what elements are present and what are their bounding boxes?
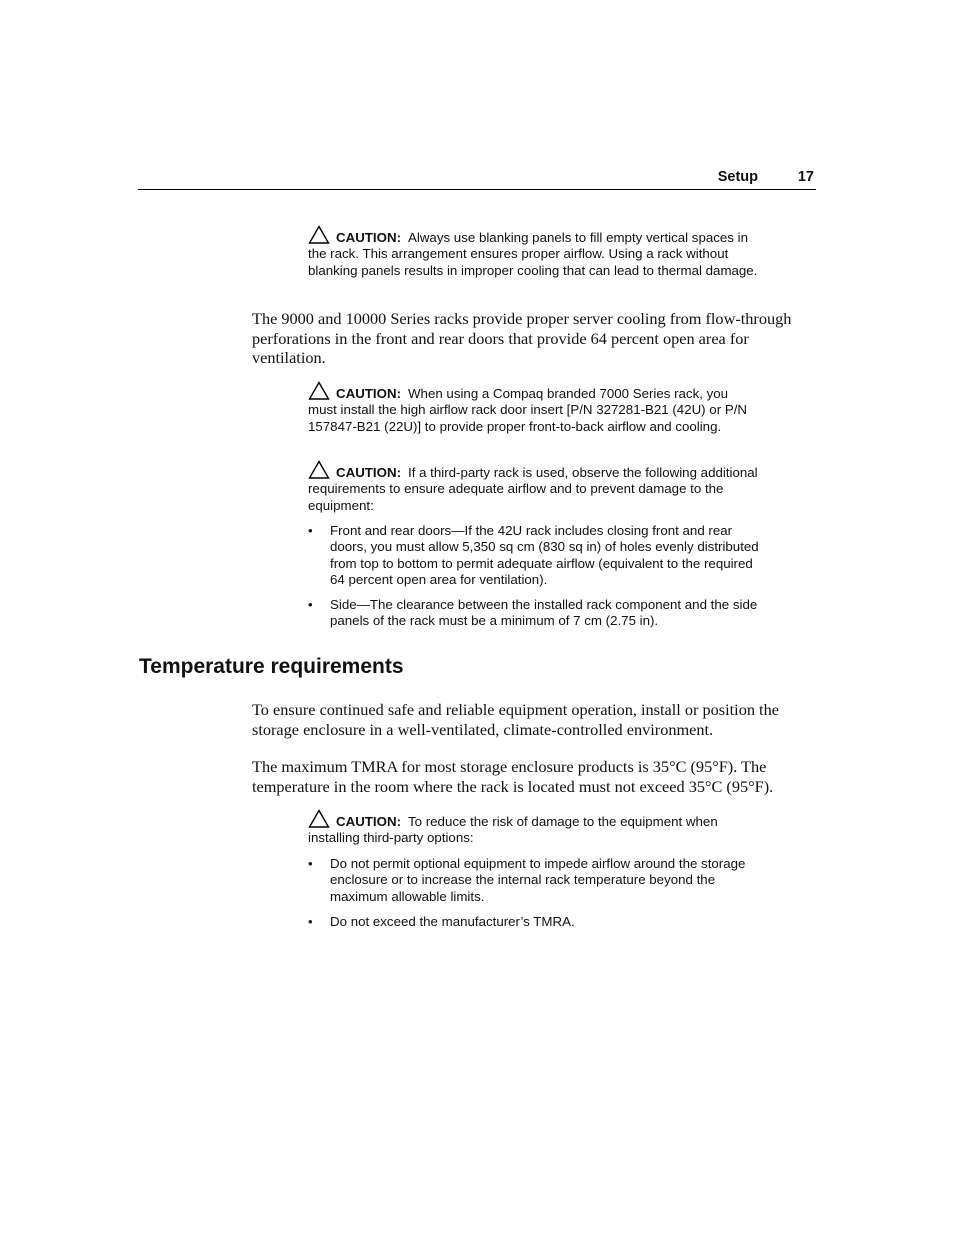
caution-note-third-party-rack xyxy=(308,460,760,514)
caution-note-compaq-rack xyxy=(308,381,760,435)
caution-label: CAUTION: xyxy=(336,386,401,401)
body-paragraph-racks: The 9000 and 10000 Series racks provide proper server cooling from flow-through perforations in the front and rear doors that provide 64 percent open area for ventilation. xyxy=(252,309,792,367)
page-number: 17 xyxy=(797,169,814,185)
header-section-title: Setup xyxy=(717,169,758,185)
caution-label: CAUTION: xyxy=(336,465,401,480)
caution-triangle-icon xyxy=(308,809,330,828)
section-heading: Temperature requirements xyxy=(139,655,404,678)
caution-triangle-icon xyxy=(308,225,330,244)
caution-note-third-party-options xyxy=(308,809,760,847)
caution-triangle-icon xyxy=(308,381,330,400)
body-paragraph-tmra: The maximum TMRA for most storage enclosure products is 35°C (95°F). The temperature in the room where the rack is located must not exceed 35°C (95°F). xyxy=(252,757,774,796)
caution-label: CAUTION: xyxy=(336,230,401,245)
list-item: • Do not permit optional equipment to impede airflow around the storage enclosure or to increase the internal rack temperature beyond the maximum allowable limits. xyxy=(308,856,760,905)
caution-text: When using a Compaq branded 7000 Series rack, you must install the high airflow rack door insert [P/N 327281-B21 (42U) or P/N 157847-B21 (22U)] to provide proper front-to-back airflow and cooling. xyxy=(308,386,747,434)
list-item: • Front and rear doors—If the 42U rack includes closing front and rear doors, you must allow 5,350 sq cm (830 sq in) of holes evenly distributed from top to bottom to permit adequate airflow (equivalent to the required 64 percent open area for ventilation). xyxy=(308,523,760,588)
caution-label: CAUTION: xyxy=(336,814,401,829)
caution-note-blanking-panels xyxy=(308,225,760,279)
body-paragraph-environment: To ensure continued safe and reliable equipment operation, install or position the storage enclosure in a well-ventilated, climate-controlled environment. xyxy=(252,700,779,739)
caution-text: If a third-party rack is used, observe the following additional requirements to ensure adequate airflow and to prevent damage to the equipment: xyxy=(308,465,758,513)
list-item: • Do not exceed the manufacturer’s TMRA. xyxy=(308,914,760,930)
caution-text: Always use blanking panels to fill empty vertical spaces in the rack. This arrangement ensures proper airflow. Using a rack without blanking panels results in improper cooling that can lead to thermal damage. xyxy=(308,230,758,278)
page-header xyxy=(138,168,816,190)
caution-text: To reduce the risk of damage to the equipment when installing third-party options: xyxy=(308,814,718,846)
caution-bullet-list xyxy=(308,523,760,639)
caution-bullet-list xyxy=(308,856,760,939)
caution-triangle-icon xyxy=(308,460,330,479)
list-item: • Side—The clearance between the installed rack component and the side panels of the rack must be a minimum of 7 cm (2.75 in). xyxy=(308,597,760,630)
